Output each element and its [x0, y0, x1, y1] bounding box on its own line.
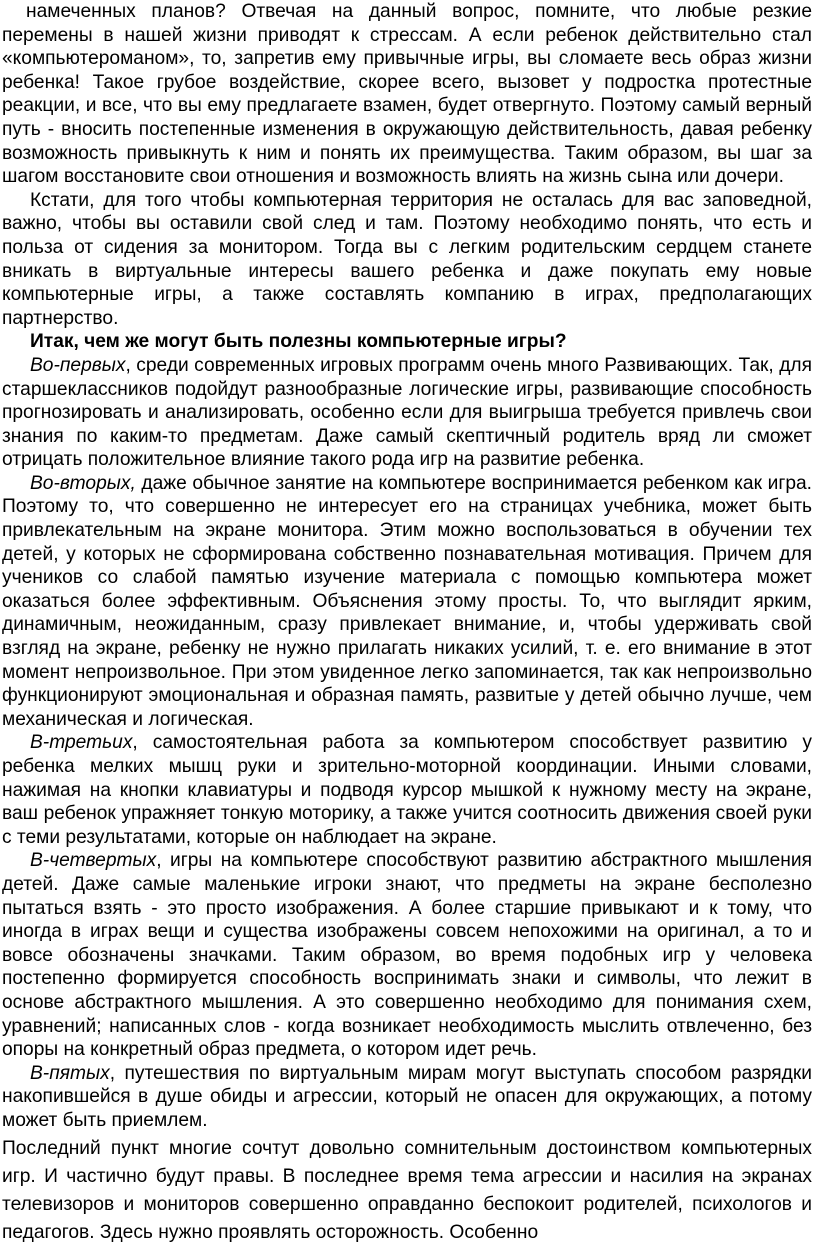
paragraph-body-third: , самостоятельная работа за компьютером способствует развитию у ребенка мелких мышц руки и зрительно-моторной координации. Иными словами, нажимая на кнопки клавиатуры и подводя курсор мышкой к нужному месту на экране, ваш ребенок упражняет тонкую моторику, а также учится соотносить движения своей руки с теми результатами, которые он наблюдает на экране. — [2, 732, 812, 848]
paragraph-lead-second: Во-вторых, — [30, 472, 136, 494]
paragraph-body-fifth: , путешествия по виртуальным мирам могут выступать способом разрядки накопившейся в душе обиды и агрессии, который не опасен для окружающих, а потому может быть приемлем. — [2, 1062, 812, 1131]
paragraph-body-first: , среди современных игровых программ очень много Развивающих. Так, для старшеклассников подойдут разнообразные логические игры, развивающие способность прогнозировать и анализировать, особенно если для выигрыша требуется привлечь свои знания по каким-то предметам. Даже самый скептичный родитель вряд ли сможет отрицать положительное влияние такого рода игр на развитие ребенка. — [2, 354, 812, 471]
paragraph-second-benefit — [2, 472, 812, 732]
paragraph-body-fourth: , игры на компьютере способствуют развитию абстрактного мышления детей. Даже самые маленькие игроки знают, что предметы на экране бесполезно пытаться взять - это просто изображения. А более старшие привыкают и к тому, что иногда в играх вещи и существа изображены совсем непохожими на оригинал, а то и вовсе обозначены значками. Таким образом, во время подобных игр у человека постепенно формируется способность воспринимать знаки и символы, что лежит в основе абстрактного мышления. А это совершенно необходимо для понимания схем, уравнений; написанных слов - когда возникает необходимость мыслить отвлеченно, без опоры на конкретный образ предмета, о котором идет речь. — [2, 850, 812, 1061]
section-heading: Итак, чем же могут быть полезны компьютерные игры? — [30, 331, 567, 353]
paragraph-fourth-benefit — [2, 849, 812, 1061]
paragraph-lead-fifth: В-пятых — [30, 1062, 110, 1084]
paragraph-intro: намеченных планов? Отвечая на данный вопрос, помните, что любые резкие перемены в нашей жизни приводят к стрессам. А если ребенок действительно стал «компьютероманом», то, запретив ему привычные игры, вы сломаете весь образ жизни ребенка! Такое грубое воздействие, скорее всего, вызовет у подростка протестные реакции, и все, что вы ему предлагаете взамен, будет отвергнуто. Поэтому самый верный путь - вносить постепенные изменения в окружающую действительность, давая ребенку возможность привыкнуть к ним и понять их преимущества. Таким образом, вы шаг за шагом восстановите свои отношения и возможность влиять на жизнь сына или дочери. — [2, 1, 812, 188]
paragraph-lead-third: В-третьих — [30, 732, 133, 754]
paragraph-first-benefit — [2, 354, 812, 472]
paragraph-third-benefit — [2, 731, 812, 849]
paragraph-fifth-benefit — [2, 1062, 812, 1133]
paragraph-lead-fourth: В-четвертых — [30, 850, 157, 872]
paragraph-computer-territory: Кстати, для того чтобы компьютерная территория не осталась для вас заповедной, важно, чтобы вы оставили свой след и там. Поэтому необходимо понять, что есть и польза от сидения за монитором. Тогда вы с легким родительским сердцем станете вникать в виртуальные интересы вашего ребенка и даже покупать ему новые компьютерные игры, а также составлять компанию в играх, предполагающих партнерство. — [2, 189, 812, 329]
paragraph-lead-first: Во-первых — [30, 354, 126, 376]
paragraph-closing: Последний пункт многие сочтут довольно сомнительным достоинством компьютерных игр. И частично будут правы. В последнее время тема агрессии и насилия на экранах телевизоров и мониторов совершенно оправданно беспокоит родителей, психологов и педагогов. Здесь нужно проявлять осторожность. Особенно — [2, 1137, 812, 1243]
paragraph-body-second: даже обычное занятие на компьютере воспринимается ребенком как игра. Поэтому то, что совершенно не интересует его на страницах учебника, может быть привлекательным на экране монитора. Этим можно воспользоваться в обучении тех детей, у которых не сформирована собственно познавательная мотивация. Причем для учеников со слабой памятью изучение материала с помощью компьютера может оказаться более эффективным. Объяснения этому просты. То, что выглядит ярким, динамичным, неожиданным, сразу привлекает внимание, и, чтобы удерживать свой взгляд на экране, ребенку не нужно прилагать никаких усилий, т. е. его внимание в этот момент непроизвольное. При этом увиденное легко запоминается, так как непроизвольно функционируют эмоциональная и образная память, развитые у детей обычно лучше, чем механическая и логическая. — [2, 472, 812, 730]
